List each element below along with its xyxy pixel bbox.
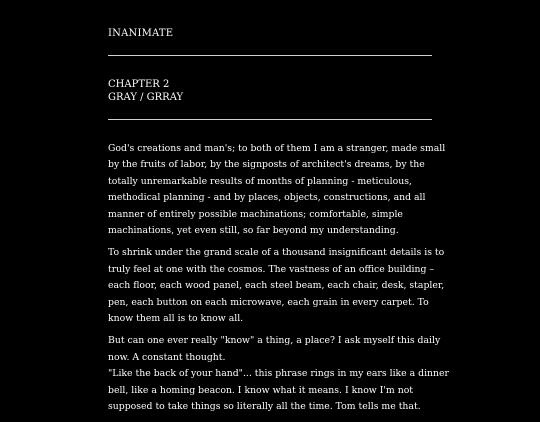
text-line: methodical planning - and by places, objects, constructions, and all xyxy=(108,192,426,204)
body-paragraph xyxy=(108,245,445,327)
text-line: God's creations and man's; to both of them I am a stranger, made small xyxy=(108,143,446,154)
body-paragraph xyxy=(108,333,449,415)
body-paragraph xyxy=(108,141,446,239)
text-line: "Like the back of your hand"... this phrase rings in my ears like a dinner xyxy=(108,368,449,380)
site-title[interactable]: INANIMATE xyxy=(108,28,174,39)
text-line: pen, each button on each microwave, each grain in every carpet. To xyxy=(108,296,429,308)
text-line: manner of entirely possible machinations; comfortable, simple xyxy=(108,208,403,220)
text-line: know them all is to know all. xyxy=(108,313,244,325)
text-line: supposed to take things so literally all the time. Tom tells me that. xyxy=(108,401,421,413)
text-line: But can one ever really "know" a thing, a place? I ask myself this daily xyxy=(108,335,441,347)
chapter-number: CHAPTER 2 xyxy=(108,79,170,90)
header-divider xyxy=(108,55,432,56)
text-line: by the fruits of labor, by the signposts of architect's dreams, by the xyxy=(108,159,425,171)
chapter-body xyxy=(108,141,449,422)
text-line: truly feel at one with the cosmos. The vastness of an office building – xyxy=(108,263,435,275)
text-line: each floor, each wood panel, each steel beam, each chair, desk, stapler, xyxy=(108,280,445,292)
chapter-title: GRAY / GRRAY xyxy=(108,92,184,103)
text-line: To shrink under the grand scale of a thousand insignificant details is to xyxy=(108,247,445,259)
chapter-heading xyxy=(108,78,183,104)
text-line: now. A constant thought. xyxy=(108,351,226,363)
chapter-divider xyxy=(108,119,432,120)
text-line: machinations, yet even still, so far beyond my understanding. xyxy=(108,225,399,237)
text-line: totally unremarkable results of months of planning - meticulous, xyxy=(108,175,412,187)
text-line: bell, like a homing beacon. I know what it means. I know I'm not xyxy=(108,384,414,396)
